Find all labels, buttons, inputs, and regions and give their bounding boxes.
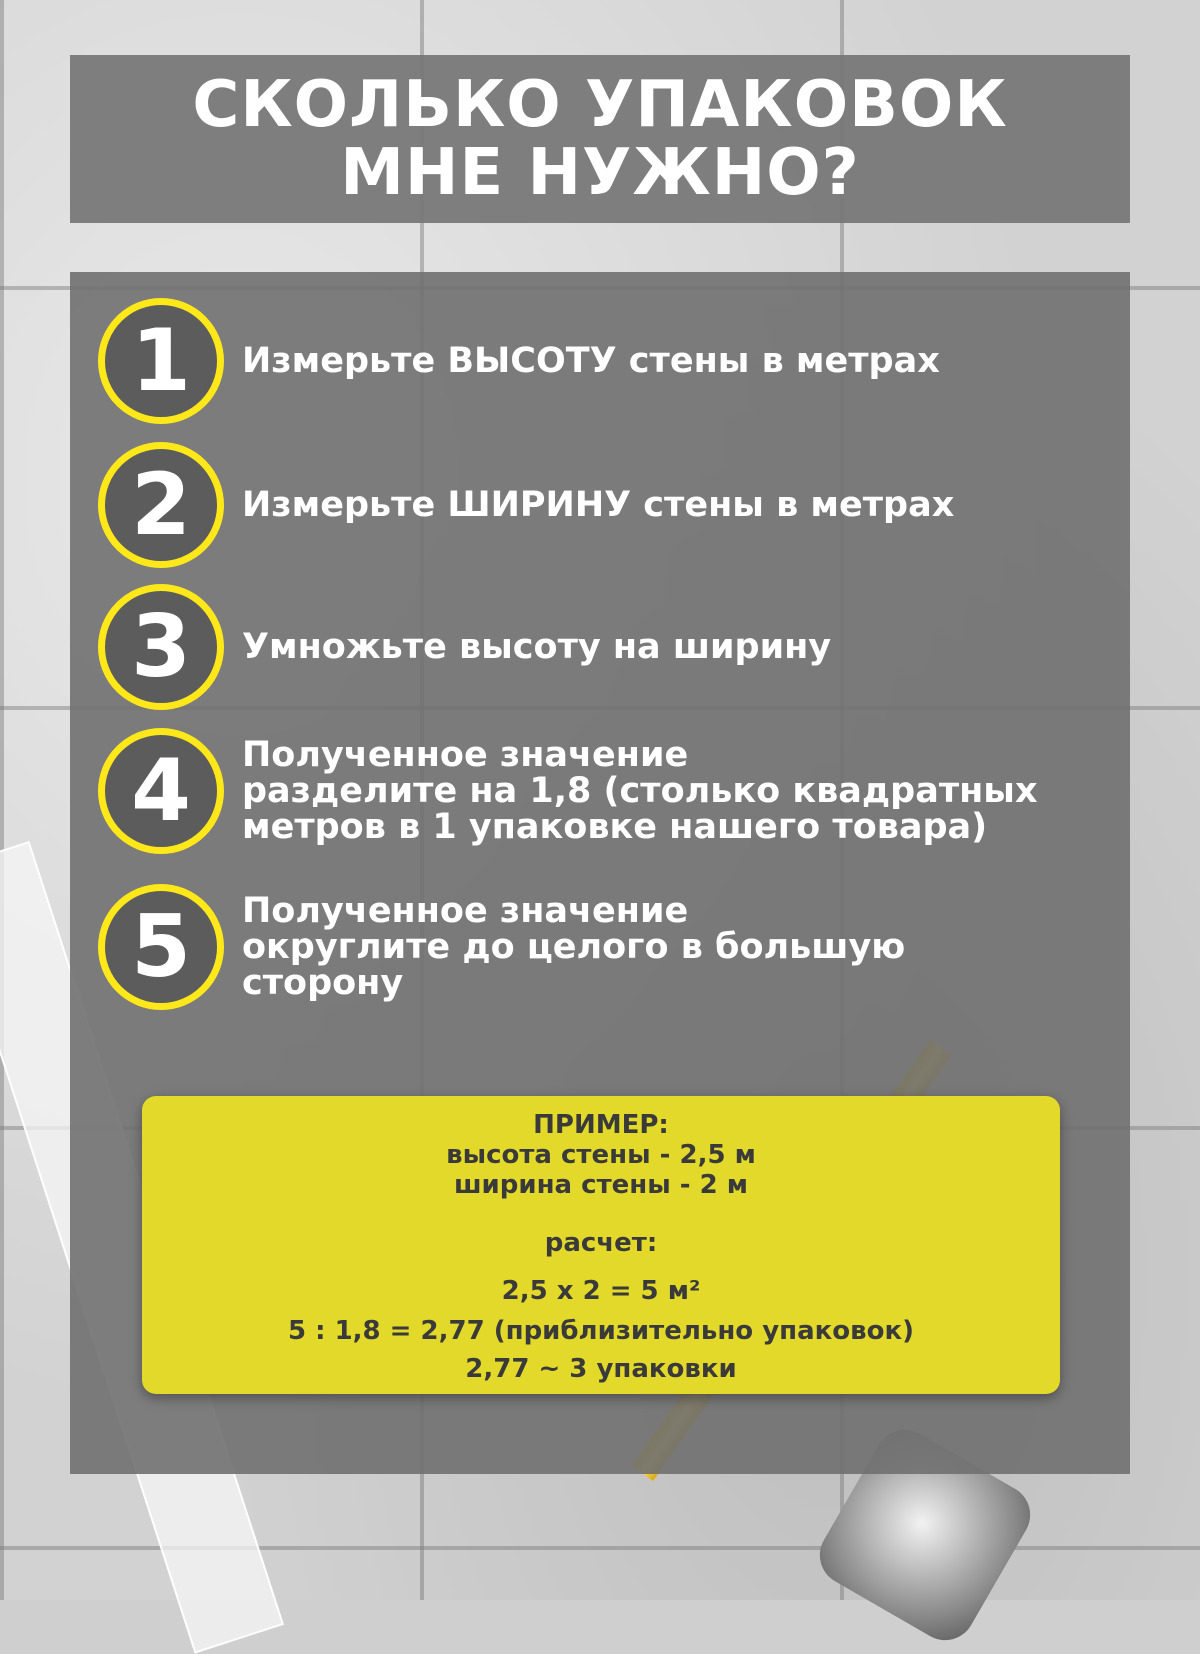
step-text: Полученное значение разделите на 1,8 (столько квадратных метров в 1 упаковке нашего товара)	[242, 735, 1038, 847]
example-heading: ПРИМЕР:	[533, 1110, 669, 1140]
example-height-line: высота стены - 2,5 м	[446, 1140, 756, 1170]
step-1	[98, 298, 1102, 424]
step-2	[98, 442, 1102, 568]
calculation-line: 5 : 1,8 = 2,77 (приблизительно упаковок)	[287, 1316, 915, 1346]
calculation-line: 2,77 ~ 3 упаковки	[465, 1354, 737, 1384]
page-title: СКОЛЬКО УПАКОВОК МНЕ НУЖНО?	[192, 68, 1008, 210]
step-number-badge: 3	[98, 584, 224, 710]
step-number-badge: 4	[98, 728, 224, 854]
step-number-badge: 5	[98, 884, 224, 1010]
step-number-badge: 1	[98, 298, 224, 424]
step-4	[98, 728, 1102, 854]
example-box	[142, 1096, 1060, 1394]
calculation-heading: расчет:	[544, 1228, 658, 1258]
step-5	[98, 884, 1102, 1010]
example-width-line: ширина стены - 2 м	[453, 1170, 749, 1200]
step-text: Измерьте ШИРИНУ стены в метрах	[242, 485, 955, 525]
instructions-panel	[70, 272, 1130, 1474]
step-text: Умножьте высоту на ширину	[242, 627, 832, 667]
title-banner	[70, 55, 1130, 223]
calculation-line: 2,5 х 2 = 5 м²	[501, 1276, 701, 1306]
step-text: Полученное значение округлите до целого в большую сторону	[242, 891, 906, 1003]
step-text: Измерьте ВЫСОТУ стены в метрах	[242, 341, 940, 381]
step-3	[98, 584, 1102, 710]
step-number-badge: 2	[98, 442, 224, 568]
